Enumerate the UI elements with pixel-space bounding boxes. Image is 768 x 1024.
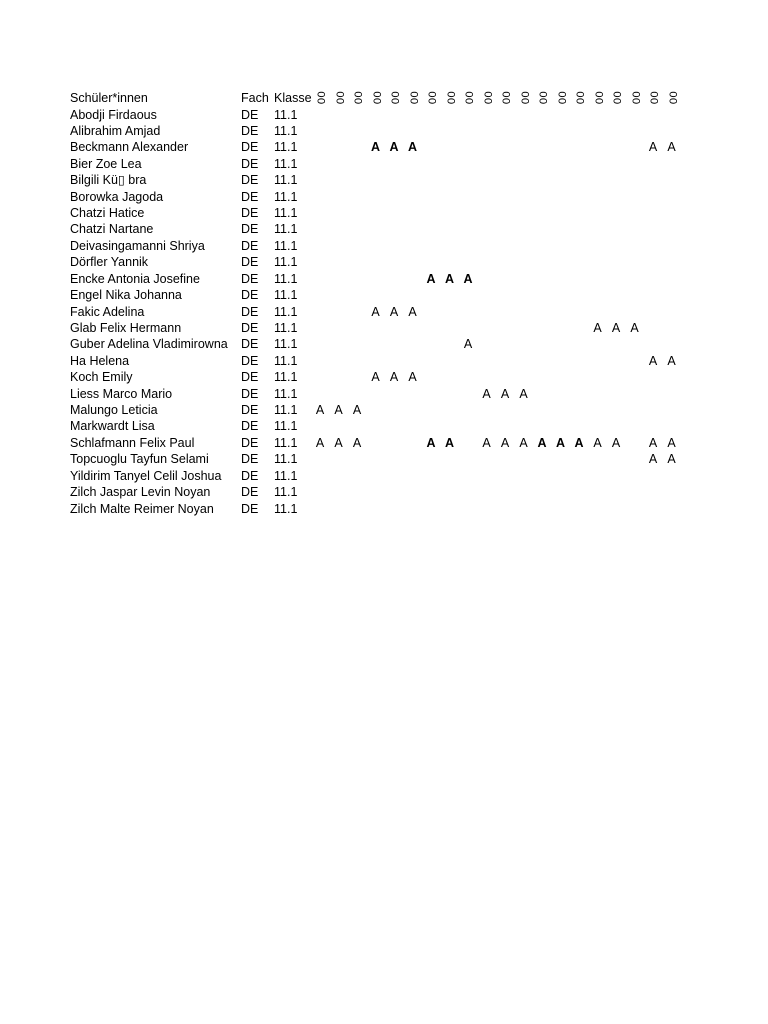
header-period-label: 00: [351, 91, 364, 105]
absence-mark: A: [555, 435, 566, 450]
subject-cell: DE: [241, 501, 259, 516]
header-period-label: 00: [499, 91, 512, 105]
absence-mark: A: [334, 435, 343, 450]
header-period-label: 00: [425, 91, 438, 105]
absence-mark: A: [482, 435, 491, 450]
subject-cell: DE: [241, 353, 259, 368]
header-period: [371, 86, 381, 110]
class-cell: 11.1: [274, 370, 298, 385]
student-name: Engel Nika Johanna: [70, 288, 182, 303]
class-cell: 11.1: [274, 435, 298, 450]
absence-mark: A: [593, 320, 602, 335]
header-period-label: 00: [314, 91, 327, 105]
absence-mark: A: [611, 435, 621, 450]
class-cell: 11.1: [274, 206, 298, 221]
class-cell: 11.1: [274, 288, 298, 303]
subject-cell: DE: [241, 468, 259, 483]
subject-cell: DE: [241, 337, 259, 352]
class-cell: 11.1: [274, 140, 298, 155]
header-period: [556, 86, 566, 110]
header-period-label: 00: [610, 91, 623, 105]
header-period: [519, 86, 529, 110]
absence-mark: A: [371, 304, 380, 319]
absence-mark: A: [648, 435, 658, 450]
student-name: Markwardt Lisa: [70, 419, 155, 434]
student-name: Glab Felix Hermann: [70, 320, 182, 335]
header-period-label: 00: [518, 91, 530, 105]
header-subject: Fach: [241, 91, 269, 105]
class-cell: 11.1: [274, 403, 298, 418]
header-period: [445, 86, 455, 110]
absence-mark: A: [389, 140, 399, 155]
student-name: Malungo Leticia: [70, 403, 158, 418]
subject-cell: DE: [241, 452, 259, 467]
header-period: [611, 86, 621, 110]
absence-mark: A: [482, 386, 491, 401]
class-cell: 11.1: [274, 222, 298, 237]
subject-cell: DE: [241, 107, 259, 122]
class-cell: 11.1: [274, 238, 298, 253]
subject-cell: DE: [241, 123, 259, 138]
subject-cell: DE: [241, 271, 259, 286]
header-period: [500, 86, 510, 110]
header-period-label: 00: [647, 91, 660, 105]
absence-mark: A: [444, 271, 455, 286]
absence-mark: A: [463, 271, 473, 286]
subject-cell: DE: [241, 189, 259, 204]
header-class: Klasse: [274, 91, 312, 105]
class-cell: 11.1: [274, 337, 298, 352]
header-period: [667, 86, 677, 110]
student-name: Topcuoglu Tayfun Selami: [70, 452, 209, 467]
student-name: Alibrahim Amjad: [70, 123, 161, 138]
header-period-label: 00: [536, 91, 549, 105]
absence-mark: A: [315, 403, 325, 418]
student-name: Chatzi Nartane: [70, 222, 154, 237]
student-name: Abodji Firdaous: [70, 107, 157, 122]
header-period: [648, 86, 658, 110]
class-cell: 11.1: [274, 255, 298, 270]
header-period-label: 00: [573, 91, 586, 105]
absence-mark: A: [500, 386, 510, 401]
absence-mark: A: [463, 337, 473, 352]
class-cell: 11.1: [274, 189, 298, 204]
absence-mark: A: [426, 435, 436, 450]
student-name: Dörfler Yannik: [70, 255, 149, 270]
subject-cell: DE: [241, 156, 259, 171]
absence-mark: A: [371, 370, 380, 385]
student-name: Deivasingamanni Shriya: [70, 238, 205, 253]
header-period: [630, 86, 640, 110]
absence-mark: A: [500, 435, 510, 450]
student-name: Ha Helena: [70, 353, 130, 368]
student-name: Beckmann Alexander: [70, 140, 189, 155]
absence-mark: A: [519, 435, 528, 450]
absence-mark: A: [407, 140, 418, 155]
header-period: [315, 86, 325, 110]
absence-mark: A: [537, 435, 547, 450]
subject-cell: DE: [241, 238, 259, 253]
header-period-label: 00: [370, 91, 382, 105]
absence-mark: A: [667, 353, 676, 368]
student-name: Zilch Jaspar Levin Noyan: [70, 485, 211, 500]
header-period: [352, 86, 362, 110]
header-period-label: 00: [407, 91, 419, 105]
absence-mark: A: [667, 140, 676, 155]
subject-cell: DE: [241, 206, 259, 221]
absence-mark: A: [370, 140, 381, 155]
header-period-label: 00: [592, 91, 604, 105]
class-cell: 11.1: [274, 485, 298, 500]
header-period: [408, 86, 418, 110]
subject-cell: DE: [241, 173, 259, 188]
absence-mark: A: [648, 452, 658, 467]
absence-mark: A: [334, 403, 343, 418]
header-period-label: 00: [388, 91, 401, 105]
class-cell: 11.1: [274, 123, 298, 138]
subject-cell: DE: [241, 386, 259, 401]
header-period-label: 00: [629, 91, 641, 105]
header-period-label: 00: [666, 91, 678, 105]
header-period: [426, 86, 436, 110]
absence-mark: A: [315, 435, 325, 450]
student-name: Fakic Adelina: [70, 304, 145, 319]
student-name: Bilgili Kü▯ bra: [70, 173, 147, 188]
absence-mark: A: [630, 320, 639, 335]
absence-mark: A: [408, 304, 417, 319]
student-name: Liess Marco Mario: [70, 386, 173, 401]
subject-cell: DE: [241, 288, 259, 303]
header-period-label: 00: [462, 91, 475, 105]
absence-mark: A: [408, 370, 417, 385]
student-name: Yildirim Tanyel Celil Joshua: [70, 468, 222, 483]
absence-mark: A: [352, 403, 362, 418]
absence-mark: A: [389, 370, 399, 385]
class-cell: 11.1: [274, 353, 298, 368]
class-cell: 11.1: [274, 320, 298, 335]
class-cell: 11.1: [274, 271, 298, 286]
student-name: Bier Zoe Lea: [70, 156, 142, 171]
absence-mark: A: [611, 320, 621, 335]
absence-mark: A: [519, 386, 528, 401]
header-period: [537, 86, 547, 110]
subject-cell: DE: [241, 403, 259, 418]
class-cell: 11.1: [274, 304, 298, 319]
subject-cell: DE: [241, 435, 259, 450]
header-period-label: 00: [333, 91, 345, 105]
header-period: [463, 86, 473, 110]
subject-cell: DE: [241, 320, 259, 335]
header-period: [574, 86, 584, 110]
subject-cell: DE: [241, 140, 259, 155]
header-period-label: 00: [444, 91, 456, 105]
subject-cell: DE: [241, 419, 259, 434]
header-period-label: 00: [555, 91, 567, 105]
header-period: [593, 86, 603, 110]
class-cell: 11.1: [274, 156, 298, 171]
absence-mark: A: [648, 353, 658, 368]
absence-mark: A: [426, 271, 436, 286]
student-name: Koch Emily: [70, 370, 133, 385]
student-name: Guber Adelina Vladimirowna: [70, 337, 228, 352]
student-name: Chatzi Hatice: [70, 206, 145, 221]
subject-cell: DE: [241, 370, 259, 385]
subject-cell: DE: [241, 304, 259, 319]
header-period-label: 00: [481, 91, 493, 105]
absence-mark: A: [593, 435, 602, 450]
class-cell: 11.1: [274, 173, 298, 188]
subject-cell: DE: [241, 485, 259, 500]
absence-mark: A: [352, 435, 362, 450]
class-cell: 11.1: [274, 386, 298, 401]
absence-mark: A: [444, 435, 455, 450]
absence-mark: A: [667, 452, 676, 467]
class-cell: 11.1: [274, 468, 298, 483]
absence-mark: A: [389, 304, 399, 319]
student-name: Borowka Jagoda: [70, 189, 164, 204]
header-period: [482, 86, 492, 110]
student-name: Zilch Malte Reimer Noyan: [70, 501, 214, 516]
header-period: [389, 86, 399, 110]
class-cell: 11.1: [274, 501, 298, 516]
absence-mark: A: [648, 140, 658, 155]
header-period: [334, 86, 344, 110]
subject-cell: DE: [241, 222, 259, 237]
student-name: Schlafmann Felix Paul: [70, 435, 195, 450]
header-student: Schüler*innen: [70, 91, 148, 105]
absence-mark: A: [667, 435, 676, 450]
class-cell: 11.1: [274, 419, 298, 434]
subject-cell: DE: [241, 255, 259, 270]
class-cell: 11.1: [274, 452, 298, 467]
class-cell: 11.1: [274, 107, 298, 122]
student-name: Encke Antonia Josefine: [70, 271, 200, 286]
absence-mark: A: [574, 435, 584, 450]
